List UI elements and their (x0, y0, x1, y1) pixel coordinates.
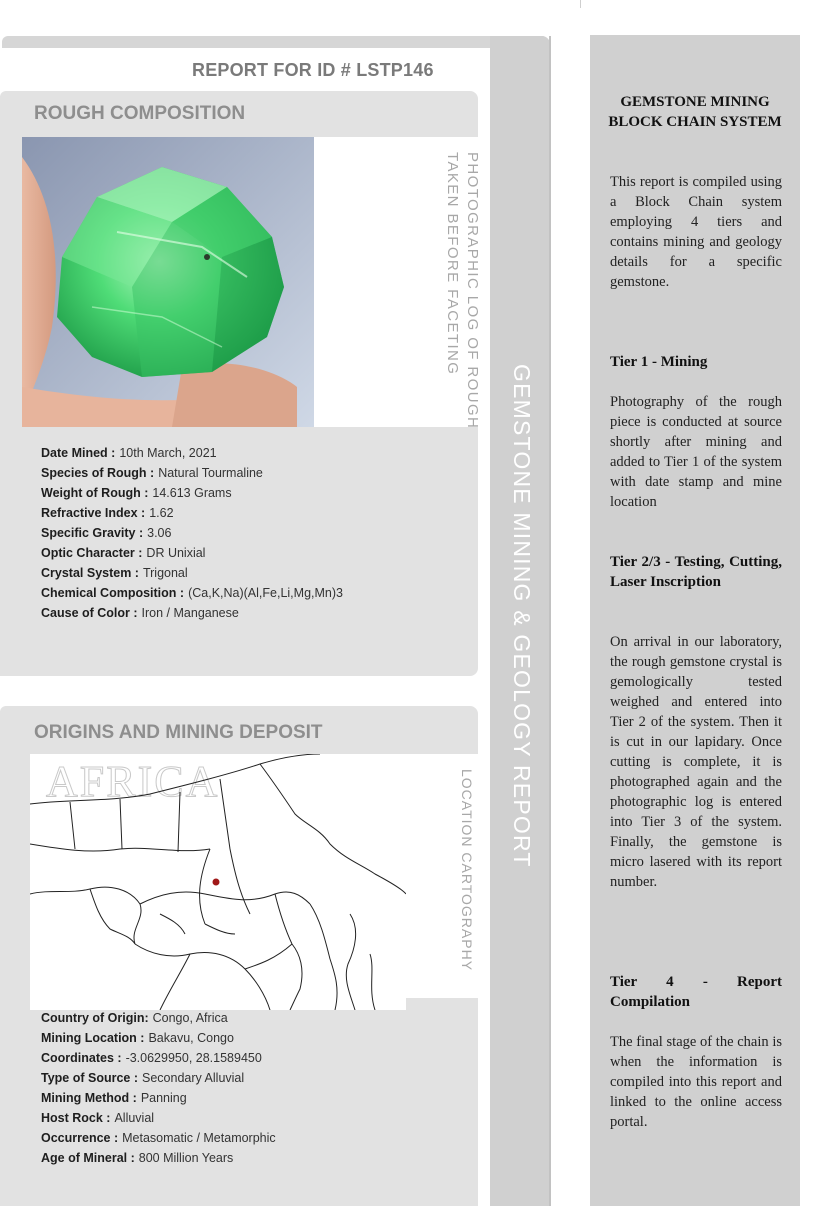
field-label: Host Rock : (41, 1111, 111, 1125)
field-row (41, 1130, 276, 1150)
field-label: Optic Character : (41, 546, 143, 560)
tier1-heading: Tier 1 - Mining (610, 354, 708, 370)
field-row (41, 445, 343, 465)
rough-details-list (41, 445, 343, 625)
field-label: Type of Source : (41, 1071, 139, 1085)
field-row (41, 1050, 276, 1070)
field-label: Refractive Index : (41, 506, 146, 520)
field-label: Occurrence : (41, 1131, 119, 1145)
field-row (41, 465, 343, 485)
field-row (41, 605, 343, 625)
field-label: Mining Location : (41, 1031, 145, 1045)
origin-details-list (41, 1010, 276, 1170)
field-row (41, 505, 343, 525)
rough-gem-photo (22, 137, 314, 427)
tier23-text: On arrival in our laboratory, the rough gemstone crystal is gemologically tested weighed and entered into Tier 2 of the system. Then it is cut in our lapidary. Once cutting is complete, it is photographed again and the photographic log is entered into Tier 3 of the system. Finally, the gemstone is micro lasered with its report number. (610, 634, 782, 890)
field-row (41, 1110, 276, 1130)
rough-gem-illustration (22, 137, 314, 427)
field-row (41, 1070, 276, 1090)
mine-location-marker (213, 879, 220, 886)
map-caption: LOCATION CARTOGRAPHY (459, 769, 475, 972)
field-value: Iron / Manganese (141, 606, 239, 620)
field-value: Congo, Africa (152, 1011, 228, 1025)
field-label: Age of Mineral : (41, 1151, 135, 1165)
field-row (41, 1090, 276, 1110)
field-label: Crystal System : (41, 566, 139, 580)
field-row (41, 565, 343, 585)
field-row (41, 585, 343, 605)
field-value: Secondary Alluvial (142, 1071, 245, 1085)
field-value: Bakavu, Congo (148, 1031, 234, 1045)
tier4-text: The final stage of the chain is when the information is compiled into this report and linked to the online access portal. (610, 1034, 782, 1130)
blockchain-title: GEMSTONE MINING BLOCK CHAIN SYSTEM (608, 94, 782, 130)
field-row (41, 545, 343, 565)
blockchain-intro: This report is compiled using a Block Chain system employing 4 tiers and contains mining and geology details for a specific gemstone. (610, 174, 782, 290)
vertical-title-bar-edge (549, 36, 551, 1206)
field-value: DR Unixial (146, 546, 206, 560)
field-value: (Ca,K,Na)(Al,Fe,Li,Mg,Mn)3 (188, 586, 343, 600)
field-value: -3.0629950, 28.1589450 (125, 1051, 262, 1065)
field-label: Species of Rough : (41, 466, 155, 480)
field-value: 800 Million Years (138, 1151, 234, 1165)
field-label: Cause of Color : (41, 606, 138, 620)
field-row (41, 525, 343, 545)
field-label: Specific Gravity : (41, 526, 144, 540)
field-row (41, 485, 343, 505)
report-id-heading: REPORT FOR ID # LSTP146 (192, 60, 434, 80)
field-value: Natural Tourmaline (158, 466, 263, 480)
vertical-report-title: GEMSTONE MINING & GEOLOGY REPORT (509, 364, 535, 868)
field-label: Weight of Rough : (41, 486, 149, 500)
field-row (41, 1030, 276, 1050)
photo-caption-line-1: PHOTOGRAPHIC LOG OF ROUGH (464, 152, 481, 430)
field-value: 14.613 Grams (152, 486, 232, 500)
tier1-text: Photography of the rough piece is conducted at source shortly after mining and added to Tier 1 of the system with date stamp and mine location (610, 394, 782, 510)
field-row (41, 1010, 276, 1030)
top-bar (2, 36, 548, 48)
field-label: Coordinates : (41, 1051, 122, 1065)
field-value: 3.06 (147, 526, 172, 540)
field-label: Mining Method : (41, 1091, 137, 1105)
africa-map (30, 754, 406, 1010)
africa-map-illustration (30, 754, 406, 1010)
origins-title: ORIGINS AND MINING DEPOSIT (34, 722, 323, 743)
map-region-label: AFRICA (46, 757, 220, 806)
photo-caption (442, 152, 482, 429)
field-value: Metasomatic / Metamorphic (122, 1131, 276, 1145)
rough-composition-title: ROUGH COMPOSITION (34, 103, 246, 124)
field-value: 1.62 (149, 506, 174, 520)
field-label: Date Mined : (41, 446, 116, 460)
field-value: Panning (140, 1091, 187, 1105)
top-divider-tick (580, 0, 581, 8)
tier4-heading: Tier 4 - Report Compilation (610, 974, 782, 1010)
tier23-heading: Tier 2/3 - Testing, Cutting, Laser Inscription (610, 554, 782, 590)
field-value: Alluvial (114, 1111, 155, 1125)
field-row (41, 1150, 276, 1170)
field-label: Country of Origin: (41, 1011, 149, 1025)
photo-caption-line-2: TAKEN BEFORE FACETING (444, 152, 461, 376)
field-value: 10th March, 2021 (119, 446, 217, 460)
field-label: Chemical Composition : (41, 586, 185, 600)
field-value: Trigonal (142, 566, 188, 580)
